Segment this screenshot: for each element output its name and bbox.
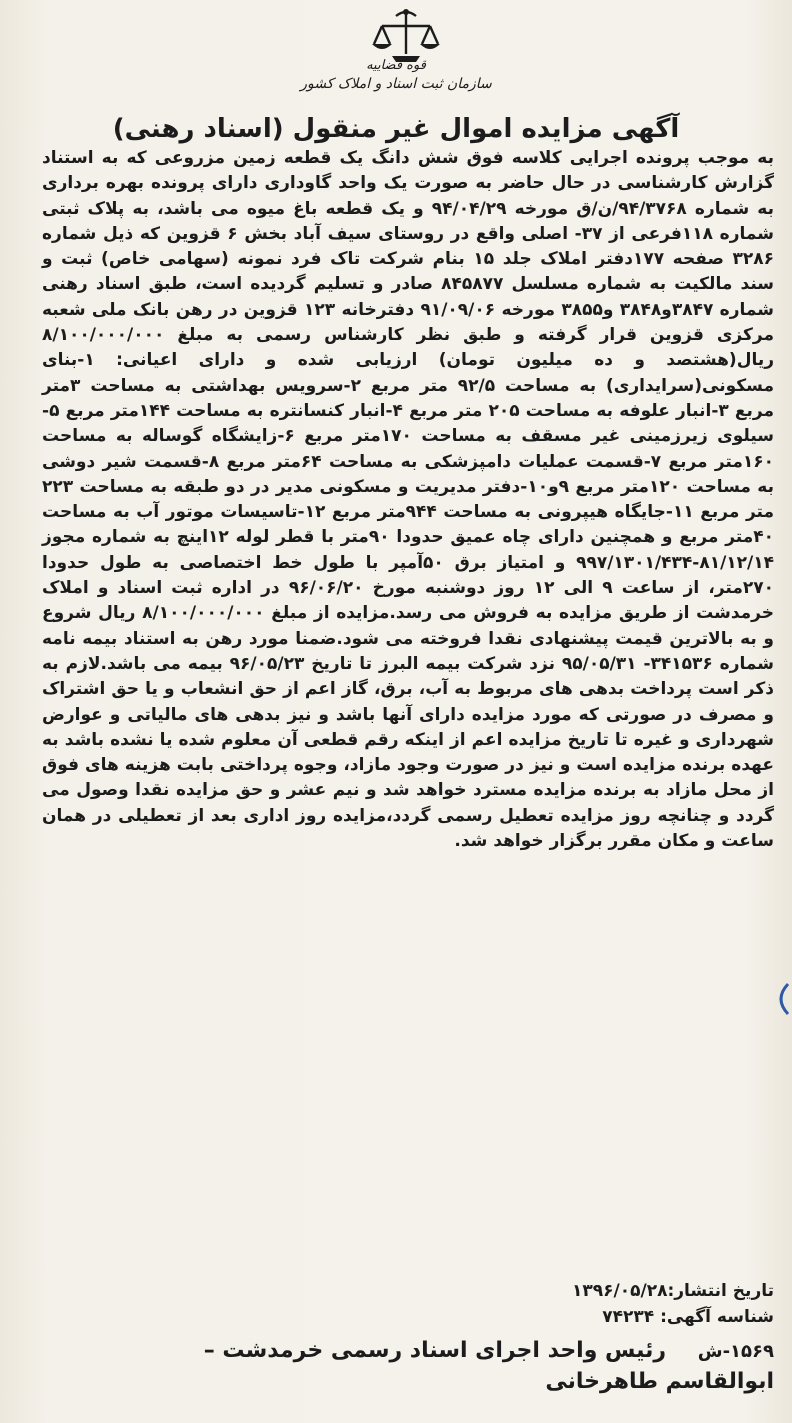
notice-meta [42, 1278, 774, 1330]
ad-id: شناسه آگهی: ۷۴۲۳۴ [602, 1307, 774, 1327]
margin-bracket-icon [770, 982, 792, 1016]
notice-body-text: به موجب پرونده اجرایی کلاسه فوق شش دانگ یک قطعه زمین مزروعی که به استناد گزارش کارشناسی در حال حاضر به صورت یک واحد گاوداری دارای پرونده بهره برداری به شماره ۹۴/۳۷۶۸/ن/ق مورخه ۹۴/۰۴/۲۹ و یک قطعه باغ میوه می باشد، به پلاک ثبتی شماره ۱۱۸فرعی از ۳۷- اصلی واقع در روستای سیف آباد بخش ۶ قزوین که ذیل شماره ۳۲۸۶ صفحه ۱۷۷دفتر املاک جلد ۱۵ بنام شرکت تاک فرد نمونه (سهامی خاص) ثبت و سند مالکیت به شماره مسلسل ۸۴۵۸۷۷ صادر و تسلیم گردیده است، طبق اسناد رهنی شماره ۳۸۴۷و۳۸۴۸ و۳۸۵۵ مورخه ۹۱/۰۹/۰۶ دفترخانه ۱۲۳ قزوین در رهن بانک ملی شعبه مرکزی قزوین قرار گرفته و طبق نظر کارشناس رسمی به مبلغ ۸/۱۰۰/۰۰۰/۰۰۰ ریال(هشتصد و ده میلیون تومان) ارزیابی شده و دارای اعیانی: ۱-بنای مسکونی(سرایداری) به مساحت ۹۲/۵ متر مربع ۲-سرویس بهداشتی به مساحت ۳متر مربع ۳-انبار علوفه به مساحت ۲۰۵ متر مربع ۴-انبار کنسانتره به مساحت ۱۴۴متر مربع ۵-سیلوی زیرزمینی غیر مسقف به مساحت ۱۷۰متر مربع ۶-زایشگاه گوساله به مساحت ۱۶۰متر مربع ۷-قسمت عملیات دامپزشکی به مساحت ۶۴متر مربع ۸-قسمت شیر دوشی به مساحت ۱۲۰متر مربع ۹و۱۰-دفتر مدیریت و مسکونی مدیر در دو طبقه به مساحت ۲۲۳ متر مربع ۱۱-جایگاه هیپرونی به مساحت ۹۴۴متر مربع ۱۲-تاسیسات موتور آب به مساحت ۴۰متر مربع و همچنین دارای چاه عمیق حدودا ۹۰متر با قطر لوله ۱۲اینچ به شماره مجوز ۸۱/۱۲/۱۴-۹۹۷/۱۳۰۱/۴۳۴ و امتیاز برق ۵۰آمپر با طول خط اختصاصی به طول حدودا ۲۷۰متر، از ساعت ۹ الی ۱۲ روز دوشنبه مورخ ۹۶/۰۶/۲۰ در اداره ثبت اسناد و املاک خرمدشت از طریق مزایده به فروش می رسد.مزایده از مبلغ ۸/۱۰۰/۰۰۰/۰۰۰ ریال شروع و به بالاترین قیمت پیشنهادی نقدا فروخته می شود.ضمنا مورد رهن به استناد بیمه نامه شماره ۳۴۱۵۳۶- ۹۵/۰۵/۳۱ نزد شرکت بیمه البرز تا تاریخ ۹۶/۰۵/۲۳ بیمه می باشد.لازم به ذکر است پرداخت بدهی های مربوط به آب، برق، گاز اعم از حق انشعاب و یا حق اشتراک و مصرف در صورتی که مورد مزایده دارای آنها باشد و نیز بدهی های مالیاتی و عوارض شهرداری و غیره تا تاریخ مزایده اعم از اینکه رقم قطعی آن معلوم شده یا نشده باشد به عهده برنده مزایده است و نیز در صورت وجود مازاد، وجوه پرداختی بابت هزینه های فوق از محل مازاد به برنده مزایده مسترد خواهد شد و نیم عشر و حق مزایده نقدا وصول می گردد و چنانچه روز مزایده تعطیل رسمی گردد،مزایده روز اداری بعد از تعطیلی در همان ساعت و مکان مقرر برگزار خواهد شد. [42, 148, 775, 852]
signer-line [30, 1336, 774, 1367]
publish-date: تاریخ انتشار:۱۳۹۶/۰۵/۲۸ [572, 1281, 774, 1301]
notice-title: آگهی مزایده اموال غیر منقول (اسناد رهنی) [112, 114, 680, 144]
org-line-registration: سازمان ثبت اسناد و املاک کشور [300, 76, 492, 92]
notice-code: ۱۵۶۹-ش [697, 1341, 774, 1362]
notice-header [0, 0, 792, 112]
signer-name: ابوالقاسم طاهرخانی [545, 1369, 774, 1394]
scales-of-justice-icon [368, 6, 444, 64]
signature-block [30, 1336, 774, 1397]
notice-body [42, 146, 774, 854]
org-line-judiciary: قوه قضاییه [366, 58, 426, 73]
signer-title: رئیس واحد اجرای اسناد رسمی خرمدشت – [203, 1338, 667, 1363]
